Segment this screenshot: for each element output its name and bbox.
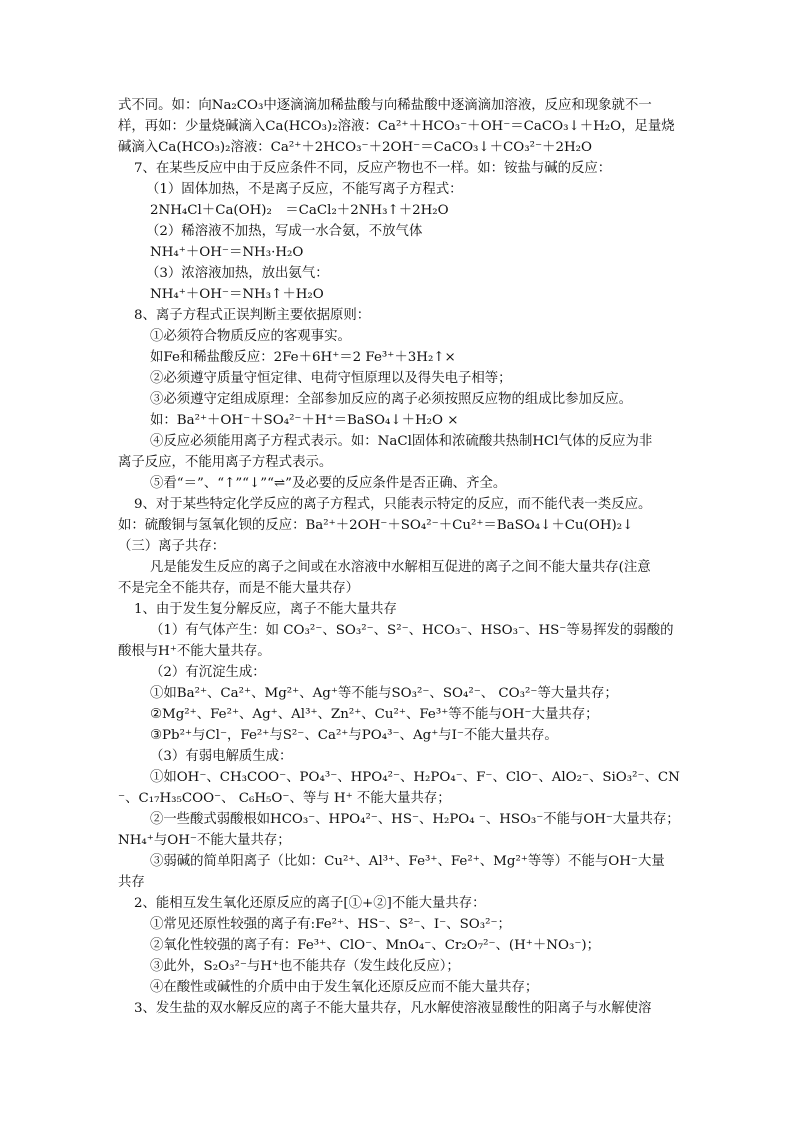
text-line: 共存 — [118, 875, 145, 890]
text-line: 式不同。如：向Na₂CO₃中逐滴滴加稀盐酸与向稀盐酸中逐滴滴加溶液，反应和现象就不一 — [118, 98, 652, 113]
text-line: 凡是能发生反应的离子之间或在水溶液中水解相互促进的离子之间不能大量共存(注意 — [150, 560, 651, 575]
equation-line: 如Fe和稀盐酸反应：2Fe＋6H⁺＝2 Fe³⁺＋3H₂↑× — [150, 350, 456, 365]
text-line: NH₄⁺与OH⁻不能大量共存； — [118, 833, 291, 848]
text-line: ③Pb²⁺与Cl⁻，Fe²⁺与S²⁻、Ca²⁺与PO₄³⁻、Ag⁺与I⁻不能大量共存。 — [150, 728, 558, 743]
section-item-9: 9、对于某些特定化学反应的离子方程式，只能表示特定的反应，而不能代表一类反应。 — [134, 497, 652, 512]
text-line: ②必须遵守质量守恒定律、电荷守恒原理以及得失电子相等； — [150, 371, 512, 386]
equation-line: 如：Ba²⁺＋OH⁻＋SO₄²⁻＋H⁺＝BaSO₄↓＋H₂O × — [150, 413, 459, 428]
text-line: ③弱碱的简单阳离子（比如：Cu²⁺、Al³⁺、Fe³⁺、Fe²⁺、Mg²⁺等等）不能与OH⁻大量 — [150, 854, 665, 869]
equation-line: NH₄⁺＋OH⁻＝NH₃·H₂O — [150, 245, 304, 260]
text-line: （1）有气体产生：如 CO₃²⁻、SO₃²⁻、S²⁻、HCO₃⁻、HSO₃⁻、HS⁻等易挥发的弱酸的 — [150, 623, 674, 638]
section-item-7: 7、在某些反应中由于反应条件不同，反应产物也不一样。如：铵盐与碱的反应： — [134, 161, 612, 176]
text-line: ④在酸性或碱性的介质中由于发生氧化还原反应而不能大量共存； — [150, 980, 539, 995]
text-line: ①如OH⁻、CH₃COO⁻、PO₄³⁻、HPO₄²⁻、H₂PO₄⁻、F⁻、ClO⁻、AlO₂⁻、SiO₃²⁻、CN — [150, 770, 680, 785]
section-heading-ion-coexistence: （三）离子共存： — [118, 539, 226, 554]
text-line: ①如Ba²⁺、Ca²⁺、Mg²⁺、Ag⁺等不能与SO₃²⁻、SO₄²⁻、 CO₃²⁻等大量共存； — [150, 686, 618, 701]
text-line: （3）有弱电解质生成： — [150, 749, 293, 764]
text-line: ②一些酸式弱酸根如HCO₃⁻、HPO₄²⁻、HS⁻、H₂PO₄ ⁻、HSO₃⁻不能与OH⁻大量共存； — [150, 812, 680, 827]
text-line: （2）有沉淀生成： — [150, 665, 266, 680]
text-line: ⑤看“＝”、“↑”“↓”“⇌”及必要的反应条件是否正确、齐全。 — [150, 476, 507, 491]
text-line: （3）浓溶液加热，放出氨气： — [146, 266, 329, 281]
text-line: 离子反应，不能用离子方程式表示。 — [118, 455, 333, 470]
text-line: ③此外，S₂O₃²⁻与H⁺也不能共存（发生歧化反应）； — [150, 959, 460, 974]
text-line: ③必须遵守定组成原理：全部参加反应的离子必须按照反应物的组成比参加反应。 — [150, 392, 633, 407]
text-line: （1）固体加热，不是离子反应，不能写离子方程式： — [146, 182, 463, 197]
text-line: ②氧化性较强的离子有：Fe³⁺、ClO⁻、MnO₄⁻、Cr₂O₇²⁻、(H⁺＋NO₃⁻)； — [150, 938, 601, 953]
text-line: 样，再如：少量烧碱滴入Ca(HCO₃)₂溶液：Ca²⁺＋HCO₃⁻＋OH⁻＝CaCO₃↓＋H₂O，足量烧 — [118, 119, 675, 134]
equation-line: NH₄⁺＋OH⁻＝NH₃↑＋H₂O — [150, 287, 324, 302]
text-line: 酸根与H⁺不能大量共存。 — [118, 644, 271, 659]
text-line: ①常见还原性较强的离子有:Fe²⁺、HS⁻、S²⁻、I⁻、SO₃²⁻； — [150, 917, 511, 932]
text-line: ①必须符合物质反应的客观事实。 — [150, 329, 351, 344]
text-line: （2）稀溶液不加热，写成一水合氨，不放气体 — [146, 224, 423, 239]
text-line: ⁻、C₁₇H₃₅COO⁻、 C₆H₅O⁻、等与 H⁺ 不能大量共存； — [118, 791, 451, 806]
equation-line: 2NH₄Cl＋Ca(OH)₂ ＝CaCl₂＋2NH₃↑＋2H₂O — [150, 203, 449, 218]
section-item-8: 8、离子方程式正误判断主要依据原则： — [134, 308, 371, 323]
section-item-3: 3、发生盐的双水解反应的离子不能大量共存，凡水解使溶液显酸性的阳离子与水解使溶 — [134, 1001, 652, 1016]
section-item-2: 2、能相互发生氧化还原反应的离子[①+②]不能大量共存： — [134, 896, 486, 911]
text-line: 碱滴入Ca(HCO₃)₂溶液：Ca²⁺＋2HCO₃⁻＋2OH⁻＝CaCO₃↓＋CO₃²⁻＋2H₂O — [118, 140, 592, 155]
text-line: ②Mg²⁺、Fe²⁺、Ag⁺、Al³⁺、Zn²⁺、Cu²⁺、Fe³⁺等不能与OH⁻大量共存； — [150, 707, 599, 722]
equation-line: 如：硫酸铜与氢氧化钡的反应：Ba²⁺＋2OH⁻＋SO₄²⁻＋Cu²⁺＝BaSO₄↓＋Cu(OH)₂↓ — [118, 518, 634, 533]
text-line: ④反应必须能用离子方程式表示。如：NaCl固体和浓硫酸共热制HCl气体的反应为非 — [150, 434, 653, 449]
text-line: 不是完全不能共存，而是不能大量共存） — [118, 581, 360, 596]
section-item-1: 1、由于发生复分解反应，离子不能大量共存 — [134, 602, 397, 617]
